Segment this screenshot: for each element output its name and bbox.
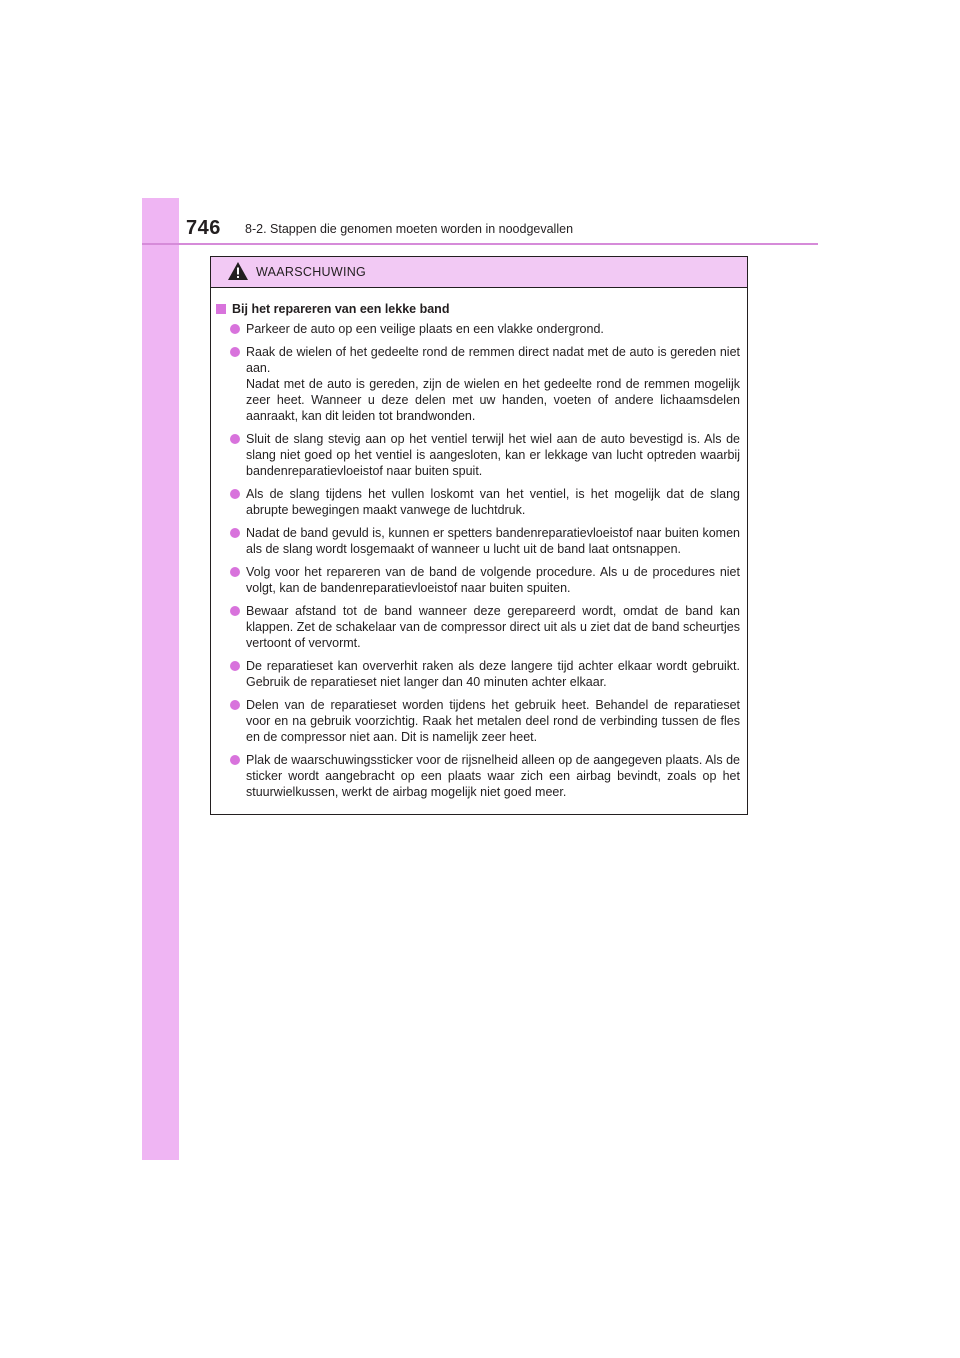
bullet-dot-icon [230,700,240,710]
warning-item-text: Parkeer de auto op een veilige plaats en een vlakke ondergrond. [246,322,604,336]
warning-item [230,486,740,518]
bullet-dot-icon [230,347,240,357]
bullet-dot-icon [230,567,240,577]
warning-item-text: Plak de waarschuwingssticker voor de rijsnelheid alleen op de aangegeven plaats. Als de sticker wordt aangebracht op een plaats waar zich een airbag bevindt, zoals op het stuurwielkussen, werkt de airbag mogelijk niet goed meer. [246,753,740,799]
warning-item [230,752,740,800]
warning-item-text: Nadat de band gevuld is, kunnen er spetters bandenreparatievloeistof naar buiten komen als de slang wordt losgemaakt of wanneer u lucht uit de band laat ontsnappen. [246,526,740,556]
warning-item [230,321,740,337]
warning-item [230,658,740,690]
warning-item-text: Bewaar afstand tot de band wanneer deze gerepareerd wordt, omdat de band kan klappen. Zet de schakelaar van de compressor direct uit als u ziet dat de band scheurtjes vertoont of vervormt. [246,604,740,650]
side-color-band [142,198,179,1160]
warning-body [211,288,747,800]
warning-item [230,525,740,557]
bullet-dot-icon [230,528,240,538]
warning-label: WAARSCHUWING [256,265,367,279]
warning-item-text: Raak de wielen of het gedeelte rond de remmen direct nadat met de auto is gereden niet aan. Nadat met de auto is gereden, zijn de wielen en het gedeelte rond de remmen mogelijk zeer heet. Wanneer u deze delen met uw handen, voeten of andere lichaamsdelen aanraakt, kan dit leiden tot brandwonden. [246,345,740,423]
warning-triangle-icon [227,261,249,281]
warning-item-text: Delen van de reparatieset worden tijdens het gebruik heet. Behandel de reparatieset voor en na gebruik voorzichtig. Raak het metalen deel rond de verbinding tussen de fles en de compressor niet aan. Dit is namelijk zeer heet. [246,698,740,744]
warning-item-text: Volg voor het repareren van de band de volgende procedure. Als u de procedures niet volgt, kan de bandenreparatievloeistof naar buiten spuiten. [246,565,740,595]
bullet-dot-icon [230,661,240,671]
warning-item-text: Als de slang tijdens het vullen loskomt van het ventiel, is het mogelijk dat de slang abrupte bewegingen maakt vanwege de luchtdruk. [246,487,740,517]
square-bullet-icon [216,304,226,314]
bullet-dot-icon [230,489,240,499]
page-number: 746 [186,217,221,239]
warning-item [230,344,740,424]
header-divider [142,243,818,245]
section-title: 8-2. Stappen die genomen moeten worden in noodgevallen [245,222,574,236]
warning-section-heading [216,301,740,317]
bullet-dot-icon [230,324,240,334]
warning-box [210,256,748,815]
warning-item-text: De reparatieset kan oververhit raken als deze langere tijd achter elkaar wordt gebruikt. Gebruik de reparatieset niet langer dan 40 minuten achter elkaar. [246,659,740,689]
warning-item [230,564,740,596]
warning-header [211,257,747,288]
warning-item-text: Sluit de slang stevig aan op het ventiel terwijl het wiel aan de auto bevestigd is. Als de slang niet goed op het ventiel is aangesloten, kan er lekkage van lucht optreden waarbij bandenreparatievloeistof naar buiten spuit. [246,432,740,478]
warning-item [230,431,740,479]
bullet-dot-icon [230,606,240,616]
warning-item [230,697,740,745]
warning-heading-text: Bij het repareren van een lekke band [232,302,450,316]
bullet-dot-icon [230,755,240,765]
warning-item [230,603,740,651]
bullet-dot-icon [230,434,240,444]
